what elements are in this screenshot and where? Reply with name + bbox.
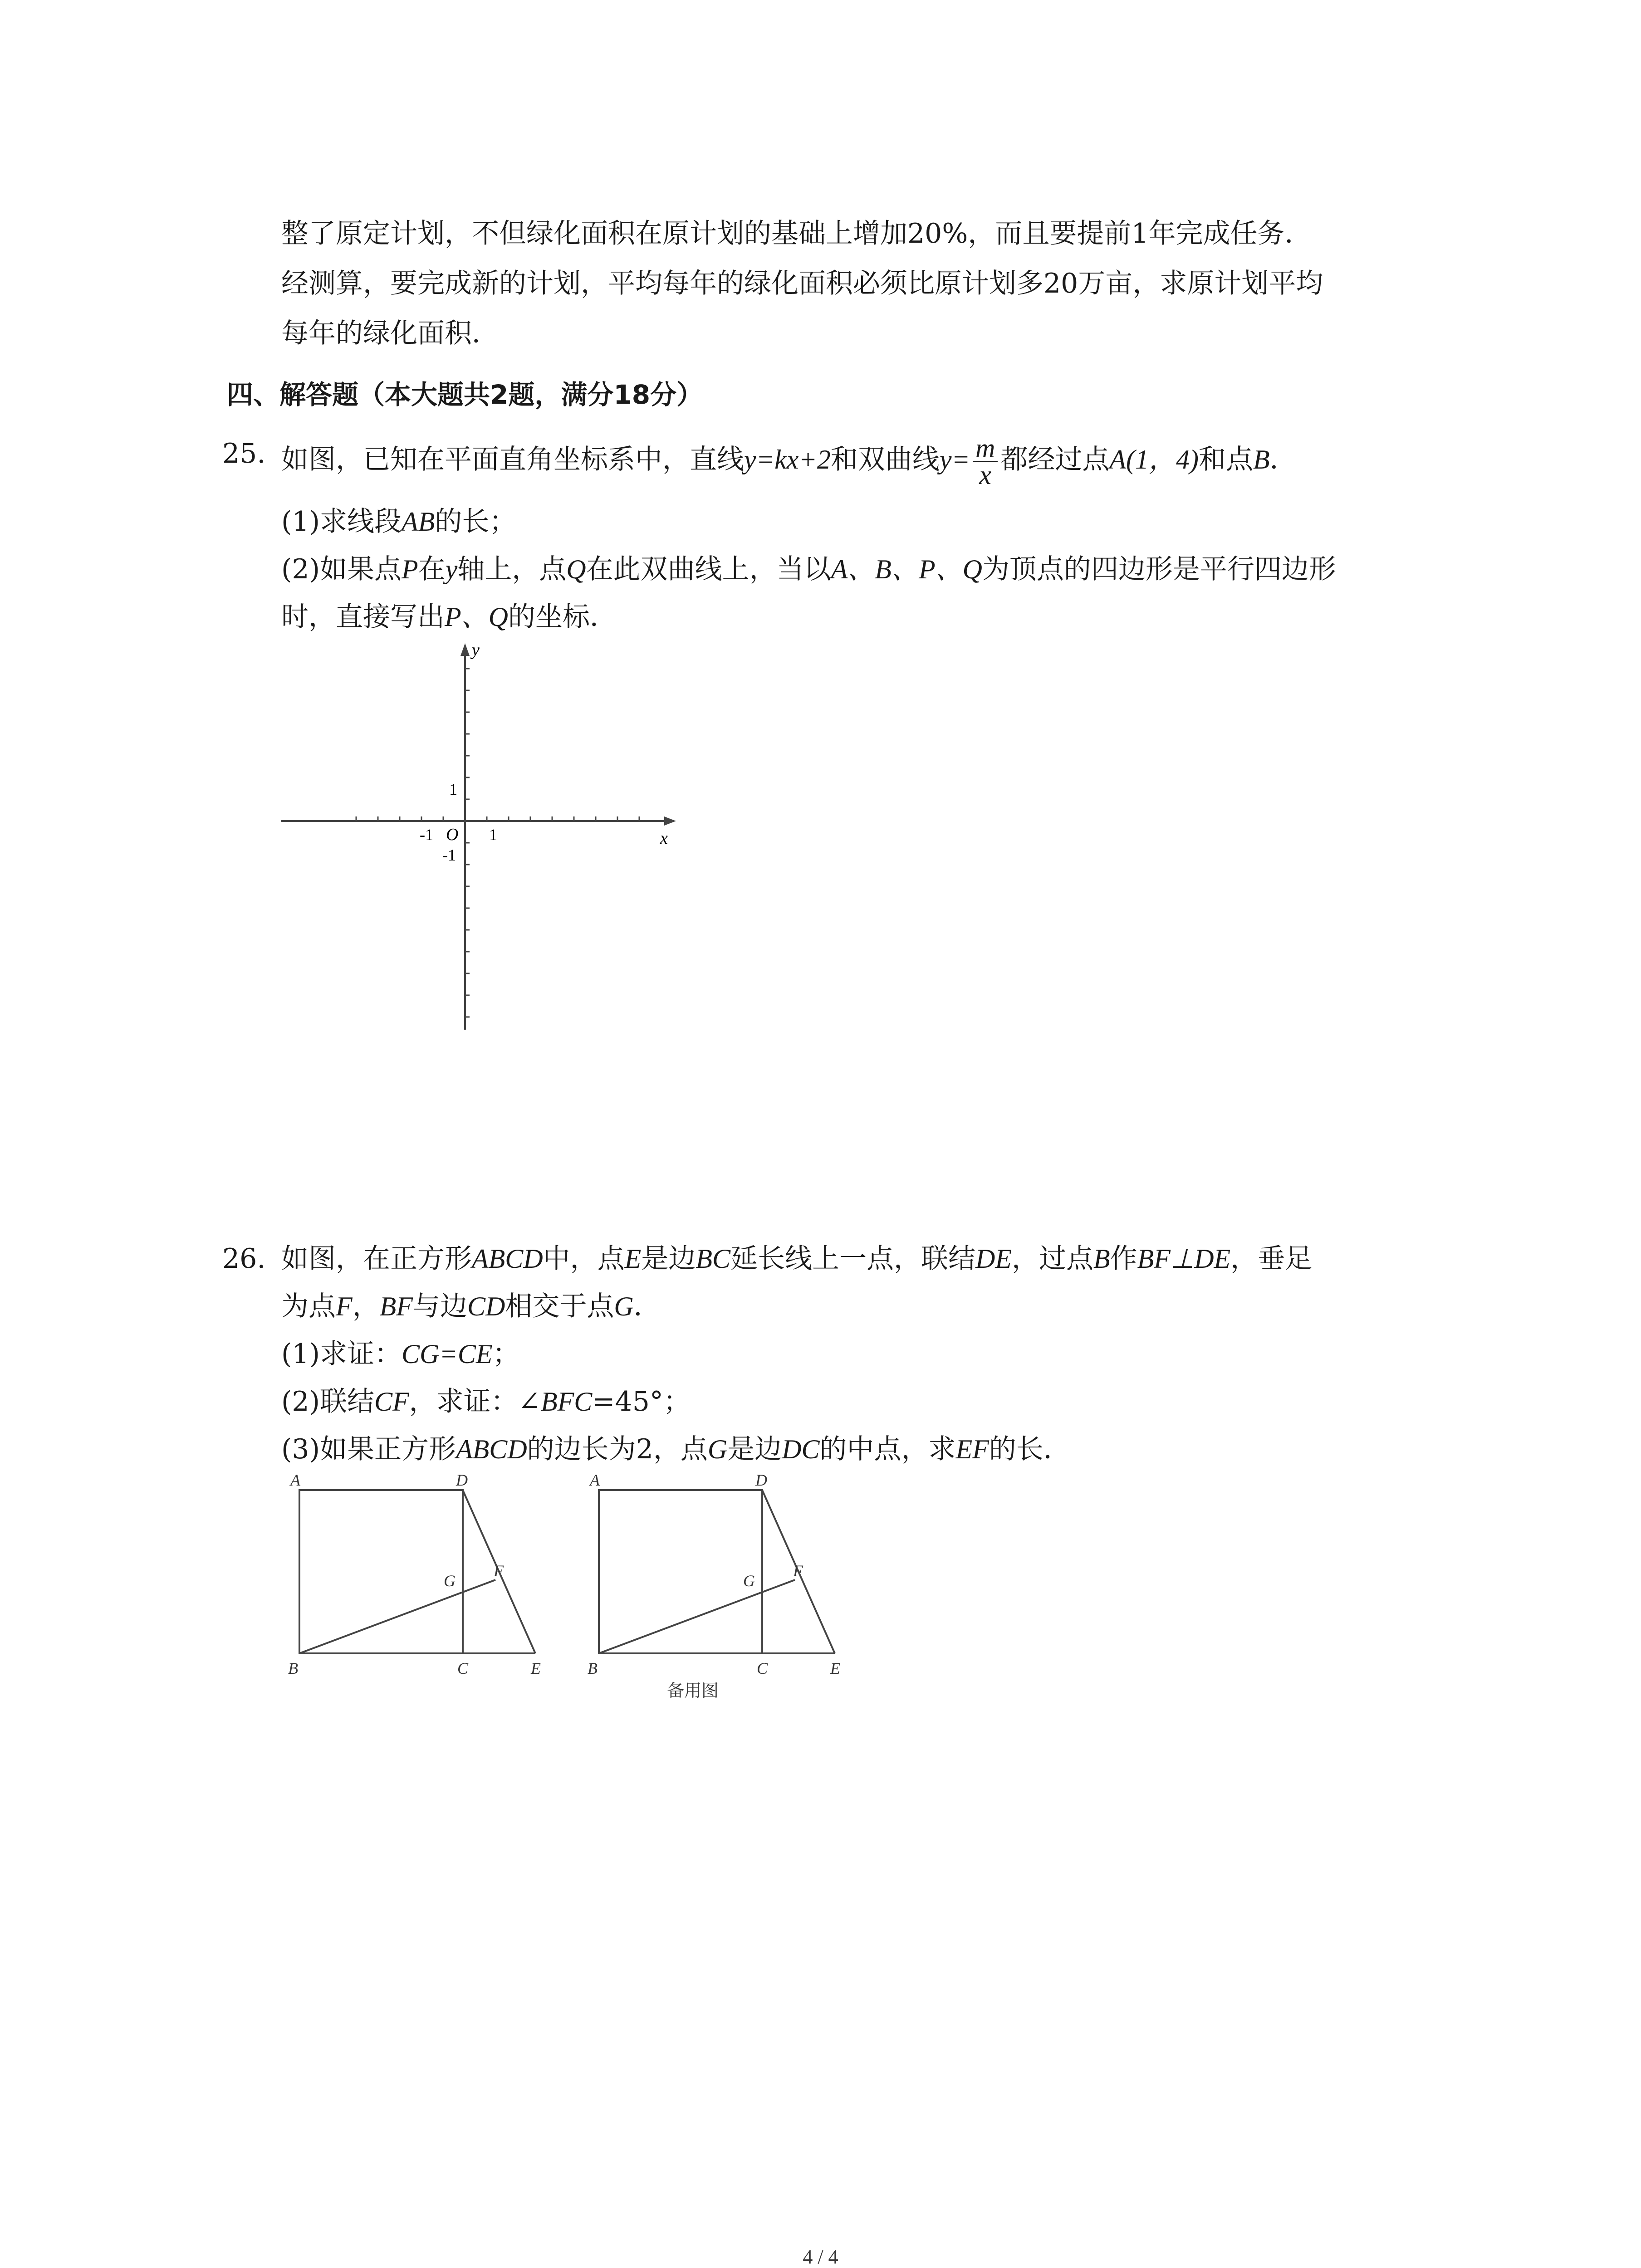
- text: ，过点: [1011, 1243, 1093, 1275]
- tick-label-y-minus-1: -1: [442, 846, 456, 864]
- text: (2)如果点: [281, 553, 402, 585]
- q26-stem-line-2: [281, 1288, 661, 1325]
- text: ．: [633, 1290, 661, 1322]
- label-f: F: [494, 1562, 504, 1580]
- point: F: [336, 1291, 353, 1321]
- label-d: D: [755, 1471, 767, 1489]
- point: G: [614, 1291, 634, 1321]
- axis: y: [445, 554, 458, 584]
- fraction: [973, 435, 998, 488]
- label-a: A: [590, 1471, 600, 1489]
- text: 是边: [641, 1243, 696, 1275]
- q26-part-3: [281, 1431, 1071, 1467]
- text: 的长；: [435, 506, 517, 538]
- text: 延长线上一点，联结: [730, 1243, 975, 1275]
- point: B: [1253, 445, 1270, 475]
- text: 的长．: [989, 1433, 1071, 1465]
- q26-stem: [281, 1241, 1312, 1277]
- q26-part-2: [281, 1383, 691, 1420]
- text: 万亩，求原计划平均: [1078, 268, 1323, 299]
- q26-part-1: [281, 1336, 520, 1372]
- text: 和点: [1198, 444, 1253, 476]
- relation: BF⊥DE: [1137, 1244, 1231, 1274]
- points: P、Q: [445, 602, 508, 632]
- square-abcd: [599, 1490, 762, 1653]
- text: 如图，已知在平面直角坐标系中，直线: [281, 444, 744, 476]
- point: E: [624, 1244, 642, 1274]
- q25-part-1: [281, 503, 516, 540]
- text: ，: [352, 1290, 380, 1322]
- segment: AB: [402, 507, 435, 537]
- section-heading: 四、解答题（本大题共2题，满分18分）: [227, 379, 703, 410]
- q25-number: 25.: [222, 438, 266, 469]
- text: ；: [492, 1338, 520, 1370]
- text: ，而且要提前: [968, 218, 1132, 249]
- square-figure: [272, 1467, 563, 1685]
- text: ，垂足: [1230, 1243, 1313, 1275]
- points: A、B、P、Q: [831, 554, 982, 584]
- equation: CG=CE: [402, 1339, 493, 1369]
- text: 如图，在正方形: [281, 1243, 472, 1275]
- text: 经测算，要完成新的计划，平均每年的绿化面积必须比原计划多: [281, 268, 1043, 299]
- square-abcd: [299, 1490, 463, 1653]
- text: 作: [1110, 1243, 1137, 1275]
- point: B: [1093, 1244, 1110, 1274]
- text: ，求证：∠: [409, 1386, 541, 1418]
- tick-label-x-minus-1: -1: [420, 826, 433, 844]
- origin-label: O: [446, 825, 459, 844]
- label-c: C: [457, 1659, 469, 1677]
- text: 20: [1043, 268, 1078, 299]
- text: (2)联结: [281, 1386, 374, 1418]
- spare-figure-caption: 备用图: [667, 1681, 719, 1701]
- label-g: G: [743, 1572, 755, 1590]
- x-axis-label: x: [660, 829, 668, 848]
- equation: y=: [939, 445, 970, 475]
- label-d: D: [456, 1471, 468, 1489]
- label-c: C: [757, 1659, 768, 1677]
- segment: CD: [467, 1291, 505, 1321]
- text: 为点: [281, 1290, 336, 1322]
- equation: y=kx+2: [744, 445, 831, 475]
- text: 为顶点的四边形是平行四边形: [982, 553, 1336, 585]
- text: 都经过点: [1000, 444, 1110, 476]
- text: 年完成任务．: [1148, 218, 1312, 249]
- label-b: B: [288, 1659, 298, 1677]
- text: 在此双曲线上，当以: [586, 553, 831, 585]
- segment: CF: [374, 1387, 409, 1417]
- y-axis-arrow: [460, 643, 470, 656]
- text: 中，点: [543, 1243, 625, 1275]
- text: 相交于点: [505, 1290, 614, 1322]
- segment: EF: [955, 1434, 989, 1464]
- label-b: B: [588, 1659, 598, 1677]
- segment: BF: [379, 1291, 413, 1321]
- tick-label-x-1: 1: [489, 826, 497, 844]
- point: G: [707, 1434, 728, 1464]
- segment-bf: [599, 1580, 795, 1653]
- text: 1: [1131, 218, 1149, 249]
- text: 与边: [412, 1290, 467, 1322]
- label-a: A: [290, 1471, 300, 1489]
- prev-problem-line-3: [281, 315, 499, 352]
- fraction-denominator: x: [979, 460, 991, 490]
- text: ．: [1269, 444, 1297, 476]
- label-g: G: [444, 1572, 456, 1590]
- label-e: E: [830, 1659, 840, 1677]
- text: 和双曲线: [830, 444, 940, 476]
- y-axis-label: y: [472, 640, 480, 660]
- q25-part-2: [281, 551, 1336, 587]
- coordinate-graph: [272, 635, 694, 1034]
- label-f: F: [793, 1562, 803, 1580]
- segment: BC: [696, 1244, 730, 1274]
- text: 在: [418, 553, 446, 585]
- text: (1)求线段: [281, 506, 402, 538]
- prev-problem-line-2: [281, 265, 1323, 302]
- text: (1)求证：: [281, 1338, 402, 1370]
- spare-square-figure: [572, 1467, 862, 1712]
- point: P: [402, 554, 418, 584]
- text: 是边: [727, 1433, 782, 1465]
- text: 的中点，求: [819, 1433, 956, 1465]
- segment: DE: [975, 1244, 1012, 1274]
- text: 20%: [907, 218, 968, 249]
- square: ABCD: [472, 1244, 543, 1274]
- angle: BFC: [540, 1387, 593, 1417]
- square: ABCD: [456, 1434, 527, 1464]
- q25-stem: [281, 435, 1297, 488]
- text: 整了原定计划，不但绿化面积在原计划的基础上增加: [281, 218, 907, 249]
- text: (3)如果正方形: [281, 1433, 456, 1465]
- text: =45°；: [592, 1386, 691, 1418]
- q25-part-2-line-2: [281, 599, 617, 635]
- segment-bf: [299, 1580, 495, 1653]
- page-number: 4 / 4: [803, 2246, 838, 2268]
- q26-number: 26.: [222, 1243, 266, 1275]
- text: 的坐标．: [508, 601, 617, 633]
- text: 每年的绿化面积．: [281, 318, 499, 349]
- tick-label-y-1: 1: [449, 780, 457, 798]
- point: Q: [566, 554, 586, 584]
- text: 的边长为2，点: [527, 1433, 708, 1465]
- fraction-numerator: m: [973, 435, 998, 462]
- text: 时，直接写出: [281, 601, 445, 633]
- prev-problem-line-1: [281, 215, 1312, 252]
- segment: DC: [782, 1434, 820, 1464]
- point: A(1，4): [1109, 445, 1199, 475]
- text: 轴上，点: [457, 553, 567, 585]
- x-axis-arrow: [664, 816, 676, 826]
- label-e: E: [531, 1659, 541, 1677]
